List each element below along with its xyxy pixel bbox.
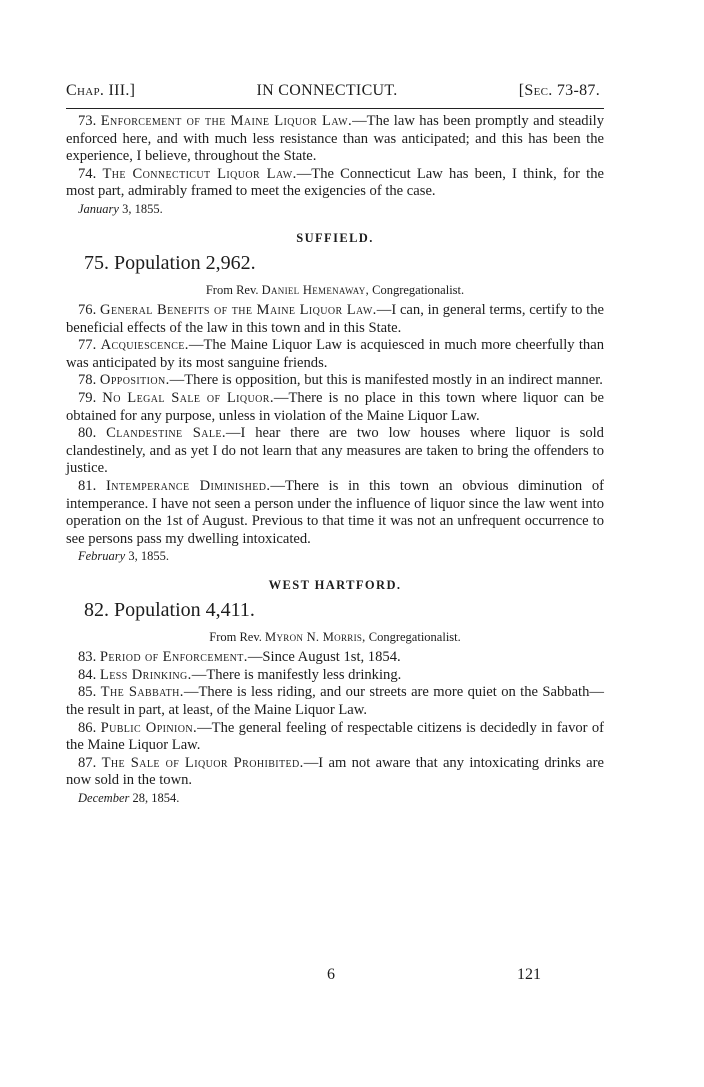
paragraph-heading: Enforcement of the Maine Liquor Law. [100, 113, 353, 129]
paragraph-heading: The Connecticut Liquor Law. [102, 165, 297, 182]
paragraph-heading: Public Opinion. [100, 719, 198, 736]
population-heading: 82. Population 4,411. [84, 599, 255, 622]
town-heading-suffield: SUFFIELD. [296, 230, 374, 245]
dateline: February 3, 1855. [78, 549, 169, 564]
population-heading: 75. Population 2,962. [84, 251, 256, 274]
paragraph-heading: Intemperance Diminished. [105, 477, 271, 494]
paragraph-81: 81. Intemperance Diminished.—There is in this town an obvious diminution of intemperance. I have not seen a person under the influence of liquor since the law went into operation on the 1st of August. Previous to that time it was not an unfrequent occurrence to see persons pass my dwelling intoxicated. [66, 477, 604, 547]
paragraph-heading: The Sale of Liquor Prohibited. [101, 754, 304, 771]
paragraph-heading: Less Drinking. [99, 666, 192, 683]
paragraph-heading: The Sabbath. [100, 684, 184, 701]
paragraph-86: 86. Public Opinion.—The general feeling of respectable citizens is decidedly in favor of the Maine Liquor Law. [66, 719, 604, 754]
paragraph-73: 73. Enforcement of the Maine Liquor Law.—The law has been promptly and steadily enforced here, and with much less resistance than was anticipated; and this has been the experience, I believe, throughout the State. [66, 113, 605, 165]
paragraph-heading: Period of Enforcement. [99, 649, 248, 666]
running-title: IN CONNECTICUT. [256, 82, 398, 99]
paragraph-80: 80. Clandestine Sale.—I hear there are two low houses where liquor is sold clandestinely, and as yet I do not learn that any measures are taken to bring the offenders to justice. [66, 425, 604, 477]
paragraph-78: 78. Opposition.—There is opposition, but this is manifested mostly in an indirect manner. [78, 372, 603, 389]
paragraph-heading: No Legal Sale of Liquor. [102, 389, 274, 406]
paragraph-84: 84. Less Drinking.—There is manifestly less drinking. [78, 666, 402, 683]
header-rule [66, 108, 604, 109]
section-range: [Sec. 73-87. [518, 82, 600, 99]
paragraph-77: 77. Acquiescence.—The Maine Liquor Law is acquiesced in much more cheerfully than was anticipated by its most sanguine friends. [66, 337, 605, 371]
paragraph-74: 74. The Connecticut Liquor Law.—The Connecticut Law has been, I think, for the most part, admirably framed to meet the exigencies of the case. [66, 165, 604, 200]
running-header [66, 82, 604, 100]
page-number: 121 [517, 966, 541, 983]
chapter-label: Chap. III.] [66, 82, 136, 99]
paragraph-76: 76. General Benefits of the Maine Liquor Law.—I can, in general terms, certify to the beneficial effects of the law in this town and in this State. [66, 301, 604, 336]
source-line: From Rev. Myron N. Morris, Congregationalist. [209, 630, 461, 645]
source-line: From Rev. Daniel Hemenaway, Congregationalist. [205, 282, 465, 297]
paragraph-heading: Clandestine Sale. [106, 425, 226, 442]
signature-mark: 6 [327, 966, 335, 983]
dateline: December 28, 1854. [78, 791, 180, 806]
town-heading-west-hartford: WEST HARTFORD. [268, 578, 402, 593]
paragraph-83: 83. Period of Enforcement.—Since August 1st, 1854. [78, 649, 401, 666]
paragraph-heading: Opposition. [99, 372, 170, 389]
dateline: January 3, 1855. [78, 201, 163, 216]
paragraph-79: 79. No Legal Sale of Liquor.—There is no place in this town where liquor can be obtained for any purpose, unless in violation of the Maine Liquor Law. [66, 389, 604, 424]
paragraph-87: 87. The Sale of Liquor Prohibited.—I am not aware that any intoxicating drinks are now sold in the town. [66, 754, 604, 789]
paragraph-85: 85. The Sabbath.—There is less riding, and our streets are more quiet on the Sabbath—the result in part, at least, of the Maine Liquor Law. [66, 684, 604, 719]
paragraph-heading: General Benefits of the Maine Liquor Law. [100, 301, 377, 318]
paragraph-heading: Acquiescence. [100, 337, 189, 354]
